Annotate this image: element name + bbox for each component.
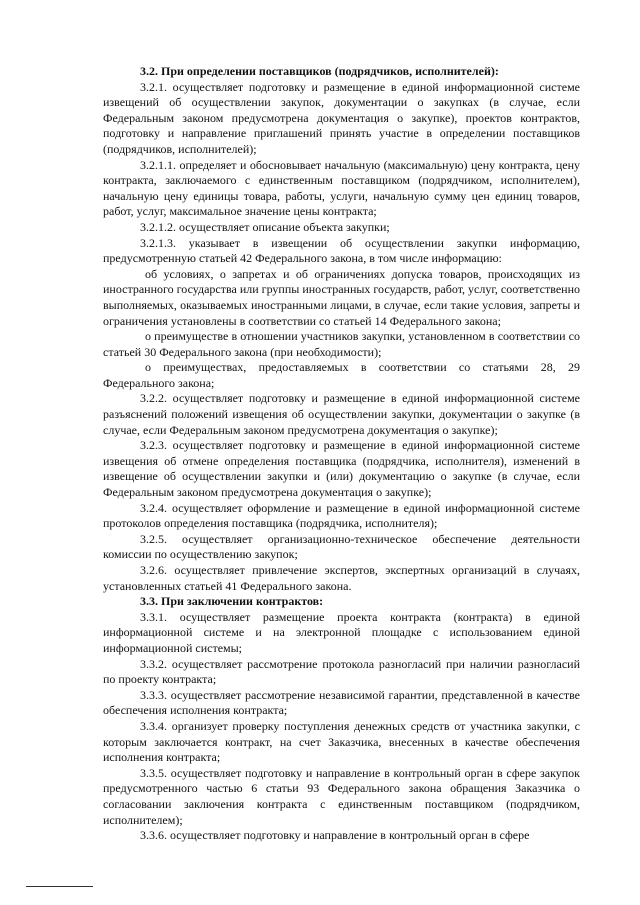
footnote-separator <box>26 886 93 887</box>
paragraph-3-3-6: 3.3.6. осуществляет подготовку и направление в контрольный орган в сфере <box>140 828 530 843</box>
paragraph-3-2-3: 3.2.3. осуществляет подготовку и размещение в единой информационной системе извещения об отмене определения поставщика (подрядчика, исполнителя), изменений в извещение об осуществлении закупки и (или) документацию о закупке (в случае, если Федеральным законом предусмотрена документация о закупке); <box>103 438 580 500</box>
paragraph-3-3-4: 3.3.4. организует проверку поступления денежных средств от участника закупки, с которым заключается контракт, на счет Заказчика, внесенных в качестве обеспечения исполнения контракта; <box>103 718 580 765</box>
paragraph-preference: о преимуществе в отношении участников закупки, установленном в соответствии со статьей 30 Федерального закона (при необходимости); <box>103 329 580 359</box>
paragraph-3-3-3: 3.3.3. осуществляет рассмотрение независимой гарантии, представленной в качестве обеспечения исполнения контракта; <box>103 687 580 718</box>
paragraph-3-3-5: 3.3.5. осуществляет подготовку и направление в контрольный орган в сфере закупок предусмотренного частью 6 статьи 93 Федерального закона обращения Заказчика о согласовании заключения контракта с единственным поставщиком (подрядчиком, исполнителем); <box>103 765 580 827</box>
paragraph-advantages: о преимуществах, предоставляемых в соответствии со статьями 28, 29 Федерального закона; <box>103 360 580 390</box>
paragraph-3-2-1-2: 3.2.1.2. осуществляет описание объекта закупки; <box>140 219 390 234</box>
paragraph-3-2-1-1: 3.2.1.1. определяет и обосновывает начальную (максимальную) цену контракта, цену контракта, заключаемого с единственным поставщиком (подрядчиком, исполнителем), начальную цену единицы товара, работы, услуги, начальную сумму цен единиц товаров, работ, услуг, максимальное значение цены контракта; <box>103 157 580 219</box>
section-heading-3-2: 3.2. При определении поставщиков (подрядчиков, исполнителей): <box>140 64 499 78</box>
paragraph-conditions: об условиях, о запретах и об ограничениях допуска товаров, происходящих из иностранного государства или группы иностранных государств, работ, услуг, соответственно выполняемых, оказываемых иностранными лицами, в случае, если такие условия, запреты и ограничения установлены в соответствии со статьей 14 Федерального закона; <box>103 266 580 328</box>
paragraph-3-2-5: 3.2.5. осуществляет организационно-техническое обеспечение деятельности комиссии по осуществлению закупок; <box>103 531 580 562</box>
paragraph-3-2-1: 3.2.1. осуществляет подготовку и размещение в единой информационной системе извещений об осуществлении закупок, документации о закупках (в случае, если Федеральным законом предусмотрена документация о закупке), проектов контрактов, подготовку и направление приглашений принять участие в определении поставщиков (подрядчиков, исполнителей); <box>103 79 580 156</box>
paragraph-3-2-4: 3.2.4. осуществляет оформление и размещение в единой информационной системе протоколов определения поставщика (подрядчика, исполнителя); <box>103 500 580 531</box>
paragraph-3-2-1-3: 3.2.1.3. указывает в извещении об осуществлении закупки информацию, предусмотренную статьей 42 Федерального закона, в том числе информацию: <box>103 235 580 266</box>
paragraph-3-2-2: 3.2.2. осуществляет подготовку и размещение в единой информационной системе разъяснений положений извещения об осуществлении закупки, документации о закупке (в случае, если Федеральным законом предусмотрена документация о закупке); <box>103 391 580 437</box>
paragraph-3-2-6: 3.2.6. осуществляет привлечение экспертов, экспертных организаций в случаях, установленных статьей 41 Федерального закона. <box>103 563 580 593</box>
document-body <box>103 64 580 844</box>
paragraph-3-3-2: 3.3.2. осуществляет рассмотрение протокола разногласий при наличии разногласий по проекту контракта; <box>103 656 580 687</box>
section-heading-3-3: 3.3. При заключении контрактов: <box>140 594 324 609</box>
paragraph-3-3-1: 3.3.1. осуществляет размещение проекта контракта (контракта) в единой информационной системе и на электронной площадке с использованием единой информационной системы; <box>103 609 580 655</box>
